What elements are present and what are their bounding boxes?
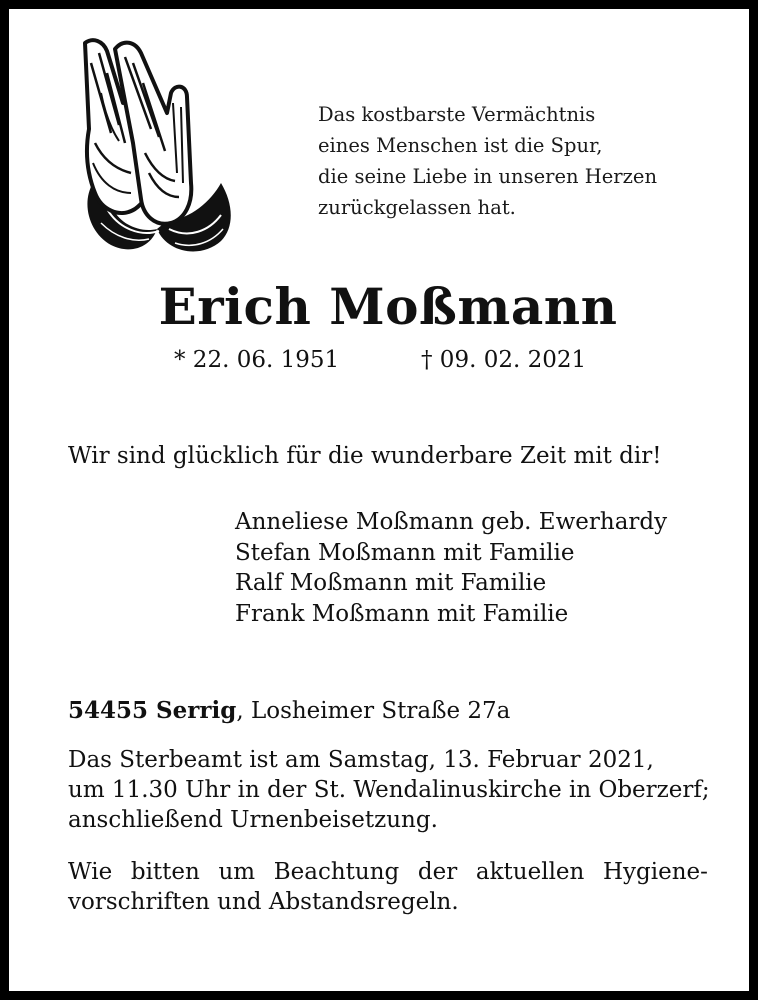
birth-date: * 22. 06. 1951 [174, 347, 340, 373]
deceased-name: Erich Moßmann [158, 277, 618, 336]
notice-word: bitten [130, 859, 200, 885]
notice-line-2: vorschriften und Abstandsregeln. [68, 889, 459, 915]
service-line: um 11.30 Uhr in der St. Wendalinuskirche in Oberzerf; [68, 777, 710, 803]
notice-word: um [218, 859, 256, 885]
praying-hands-icon [71, 33, 236, 261]
family-member: Ralf Moßmann mit Familie [235, 570, 547, 596]
family-member: Anneliese Moßmann geb. Ewerhardy [235, 509, 668, 535]
family-member: Stefan Moßmann mit Familie [235, 539, 575, 566]
poem-line: Das kostbarste Vermächtnis [318, 103, 596, 126]
notice-word: Hygiene- [602, 859, 708, 885]
family-list [235, 507, 667, 629]
notice-word: Wie [68, 859, 113, 885]
address-place: 54455 Serrig [68, 697, 237, 724]
notice-word: Beachtung [273, 859, 400, 885]
memorial-poem [318, 99, 657, 223]
poem-line: die seine Liebe in unseren Herzen [318, 165, 658, 188]
poem-line: zurückgelassen hat. [318, 196, 516, 219]
hygiene-notice [68, 857, 708, 917]
notice-line-1 [68, 857, 708, 887]
notice-word: der [417, 859, 458, 885]
family-member: Frank Moßmann mit Familie [235, 600, 569, 627]
farewell-quote: Wir sind glücklich für die wunderbare Zeit mit dir! [68, 443, 662, 469]
service-line: anschließend Urnenbeisetzung. [68, 807, 438, 833]
service-announcement [68, 745, 708, 835]
address-line [68, 697, 510, 724]
address-street: , Losheimer Straße 27a [236, 698, 511, 724]
poem-line: eines Menschen ist die Spur, [318, 134, 603, 157]
service-line: Das Sterbeamt ist am Samstag, 13. Februar 2021, [68, 747, 654, 773]
notice-word: aktuellen [475, 859, 585, 885]
death-date: † 09. 02. 2021 [421, 347, 587, 373]
